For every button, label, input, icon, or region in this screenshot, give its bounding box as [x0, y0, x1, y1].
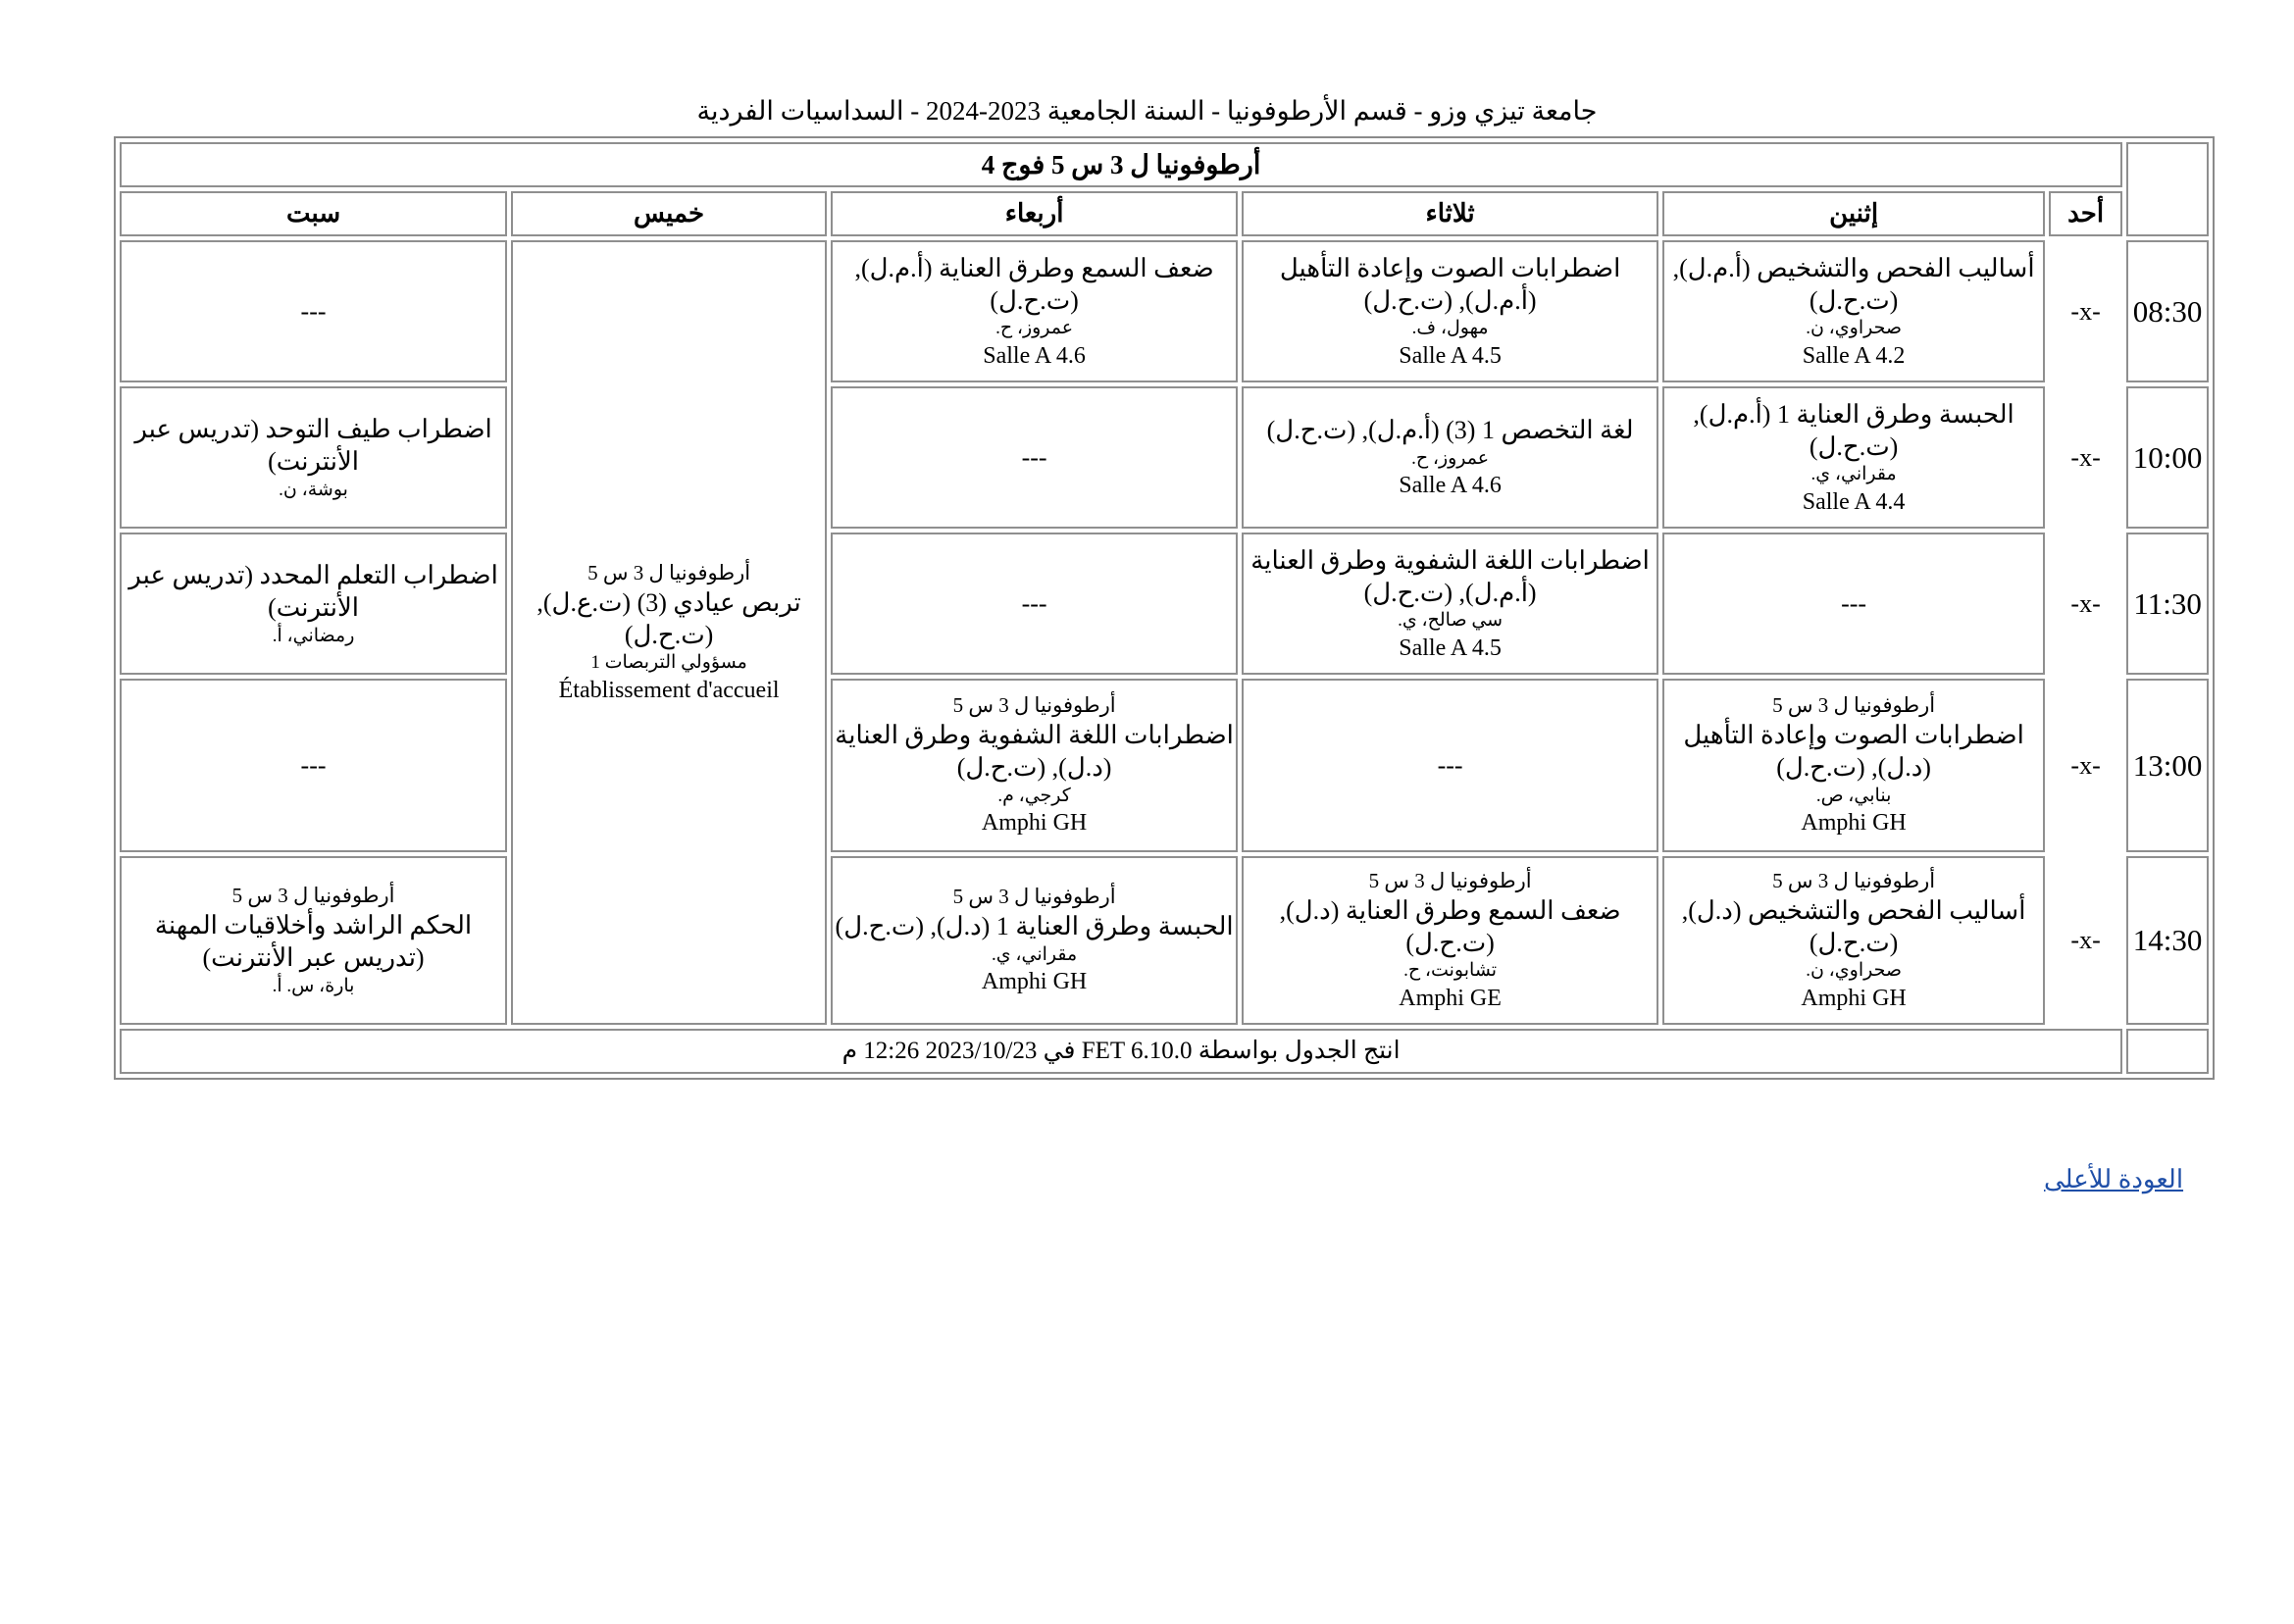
- group: أرطوفونيا ل 3 س 5: [952, 693, 1116, 718]
- room: Amphi GH: [1801, 985, 1907, 1011]
- room: Amphi GE: [1399, 985, 1502, 1011]
- teacher: سي صالح، ي.: [1398, 610, 1504, 632]
- subject: لغة التخصص 1 (3) (أ.م.ل), (ت.ح.ل): [1266, 416, 1634, 445]
- cell-mon-1000: [1662, 386, 2045, 529]
- footer-corner-cell: [2126, 1029, 2209, 1074]
- teacher: عمروز، ح.: [995, 318, 1074, 339]
- x-marker: -x-: [2070, 296, 2101, 326]
- room: Salle A 4.5: [1399, 342, 1502, 369]
- teacher: مقراني، ي.: [992, 943, 1078, 965]
- cell-sat-0830: ---: [120, 240, 507, 382]
- teacher: رمضاني، أ.: [272, 625, 355, 646]
- cell-mon-1130: ---: [1662, 533, 2045, 675]
- subject: ضعف السمع وطرق العناية (أ.م.ل), (ت.ح.ل): [854, 253, 1214, 315]
- cell-wed-1130: ---: [831, 533, 1238, 675]
- cell-wed-1000: ---: [831, 386, 1238, 529]
- cell-tue-1300: ---: [1242, 679, 1658, 852]
- teacher: تشابونت، ح.: [1403, 960, 1498, 982]
- room: Amphi GH: [981, 810, 1088, 836]
- teacher: كرجي، م.: [997, 785, 1071, 806]
- subject: اضطرابات اللغة الشفوية وطرق العناية (أ.م.ل), (ت.ح.ل): [1250, 545, 1650, 607]
- teacher: صحراوي، ن.: [1806, 960, 1902, 982]
- cell-mon-1300: [1662, 679, 2045, 852]
- subject: اضطرابات الصوت وإعادة التأهيل (د.ل), (ت.ح.ل): [1683, 721, 2024, 783]
- cell-sat-1300: ---: [120, 679, 507, 852]
- table-title: أرطوفونيا ل 3 س 5 فوج 4: [120, 142, 2122, 187]
- cell-thu-block: [511, 240, 827, 1025]
- day-header-thu: خميس: [511, 191, 827, 236]
- room: Salle A 4.6: [1399, 472, 1502, 498]
- subject: تربص عيادي (3) (ت.ع.ل), (ت.ح.ل): [536, 587, 801, 649]
- subject: الحبسة وطرق العناية 1 (د.ل), (ت.ح.ل): [835, 912, 1234, 941]
- back-to-top-link[interactable]: العودة للأعلى: [2044, 1165, 2184, 1193]
- room: Salle A 4.5: [1399, 634, 1502, 661]
- teacher: عمروز، ح.: [1411, 447, 1490, 469]
- subject: اضطرابات الصوت وإعادة التأهيل (أ.م.ل), (ت.ح.ل): [1279, 253, 1621, 315]
- subject: ضعف السمع وطرق العناية (د.ل), (ت.ح.ل): [1279, 895, 1621, 957]
- time-1000: 10:00: [2126, 386, 2209, 529]
- subject: أساليب الفحص والتشخيص (د.ل), (ت.ح.ل): [1681, 895, 2026, 957]
- group: أرطوفونيا ل 3 س 5: [952, 885, 1116, 909]
- subject: اضطرابات اللغة الشفوية وطرق العناية (د.ل), (ت.ح.ل): [835, 721, 1234, 783]
- corner-cell: [2126, 142, 2209, 236]
- teacher: مسؤولي التربصات 1: [590, 652, 747, 674]
- cell-sat-1130: [120, 533, 507, 675]
- time-1430: 14:30: [2126, 856, 2209, 1025]
- teacher: بنابي، ص.: [1815, 785, 1892, 806]
- day-header-sun: أحد: [2049, 191, 2122, 236]
- group: أرطوفونيا ل 3 س 5: [1772, 693, 1936, 718]
- teacher: بارة، س. أ.: [272, 975, 355, 996]
- x-marker: -x-: [2070, 750, 2101, 780]
- subject: اضطراب طيف التوحد (تدريس عبر الأنترنت): [134, 415, 492, 477]
- room: Salle A 4.6: [983, 342, 1086, 369]
- group: أرطوفونيا ل 3 س 5: [587, 560, 751, 584]
- teacher: مهول، ف.: [1411, 318, 1489, 339]
- cell-wed-1300: [831, 679, 1238, 852]
- day-header-sat: سبت: [120, 191, 507, 236]
- day-header-mon: إثنين: [1662, 191, 2045, 236]
- day-header-tue: ثلاثاء: [1242, 191, 1658, 236]
- cell-mon-0830: [1662, 240, 2045, 382]
- room: Salle A 4.2: [1802, 342, 1906, 369]
- cell-mon-1430: [1662, 856, 2045, 1025]
- room: Salle A 4.4: [1802, 488, 1906, 515]
- teacher: بوشة، ن.: [279, 479, 348, 500]
- cell-wed-1430: [831, 856, 1238, 1025]
- room: Amphi GH: [1801, 810, 1907, 836]
- cell-tue-1000: [1242, 386, 1658, 529]
- page-caption: جامعة تيزي وزو - قسم الأرطوفونيا - السنة الجامعية 2023-2024 - السداسيات الفردية: [696, 96, 1598, 126]
- subject: الحكم الراشد وأخلاقيات المهنة (تدريس عبر الأنترنت): [154, 911, 473, 973]
- group: أرطوفونيا ل 3 س 5: [231, 884, 395, 908]
- time-0830: 08:30: [2126, 240, 2209, 382]
- timetable: [114, 136, 2215, 1080]
- group: أرطوفونيا ل 3 س 5: [1368, 868, 1532, 892]
- table-footer: انتج الجدول بواسطة FET 6.10.0 في 2023/10/23 12:26 م: [120, 1029, 2122, 1074]
- room: Amphi GH: [981, 968, 1088, 994]
- teacher: صحراوي، ن.: [1806, 318, 1902, 339]
- x-marker: -x-: [2070, 442, 2101, 472]
- room: Établissement d'accueil: [558, 677, 780, 703]
- subject: اضطراب التعلم المحدد (تدريس عبر الأنترنت): [128, 561, 498, 623]
- cell-tue-1430: [1242, 856, 1658, 1025]
- cell-tue-0830: [1242, 240, 1658, 382]
- subject: الحبسة وطرق العناية 1 (أ.م.ل), (ت.ح.ل): [1693, 399, 2014, 461]
- cell-sat-1000: [120, 386, 507, 529]
- time-1130: 11:30: [2126, 533, 2209, 675]
- group: أرطوفونيا ل 3 س 5: [1772, 868, 1936, 892]
- subject: أساليب الفحص والتشخيص (أ.م.ل), (ت.ح.ل): [1672, 253, 2035, 315]
- x-marker: -x-: [2070, 926, 2101, 955]
- teacher: مقراني، ي.: [1810, 464, 1897, 485]
- cell-sat-1430: [120, 856, 507, 1025]
- day-header-wed: أربعاء: [831, 191, 1238, 236]
- x-marker: -x-: [2070, 588, 2101, 618]
- time-1300: 13:00: [2126, 679, 2209, 852]
- cell-wed-0830: [831, 240, 1238, 382]
- cell-tue-1130: [1242, 533, 1658, 675]
